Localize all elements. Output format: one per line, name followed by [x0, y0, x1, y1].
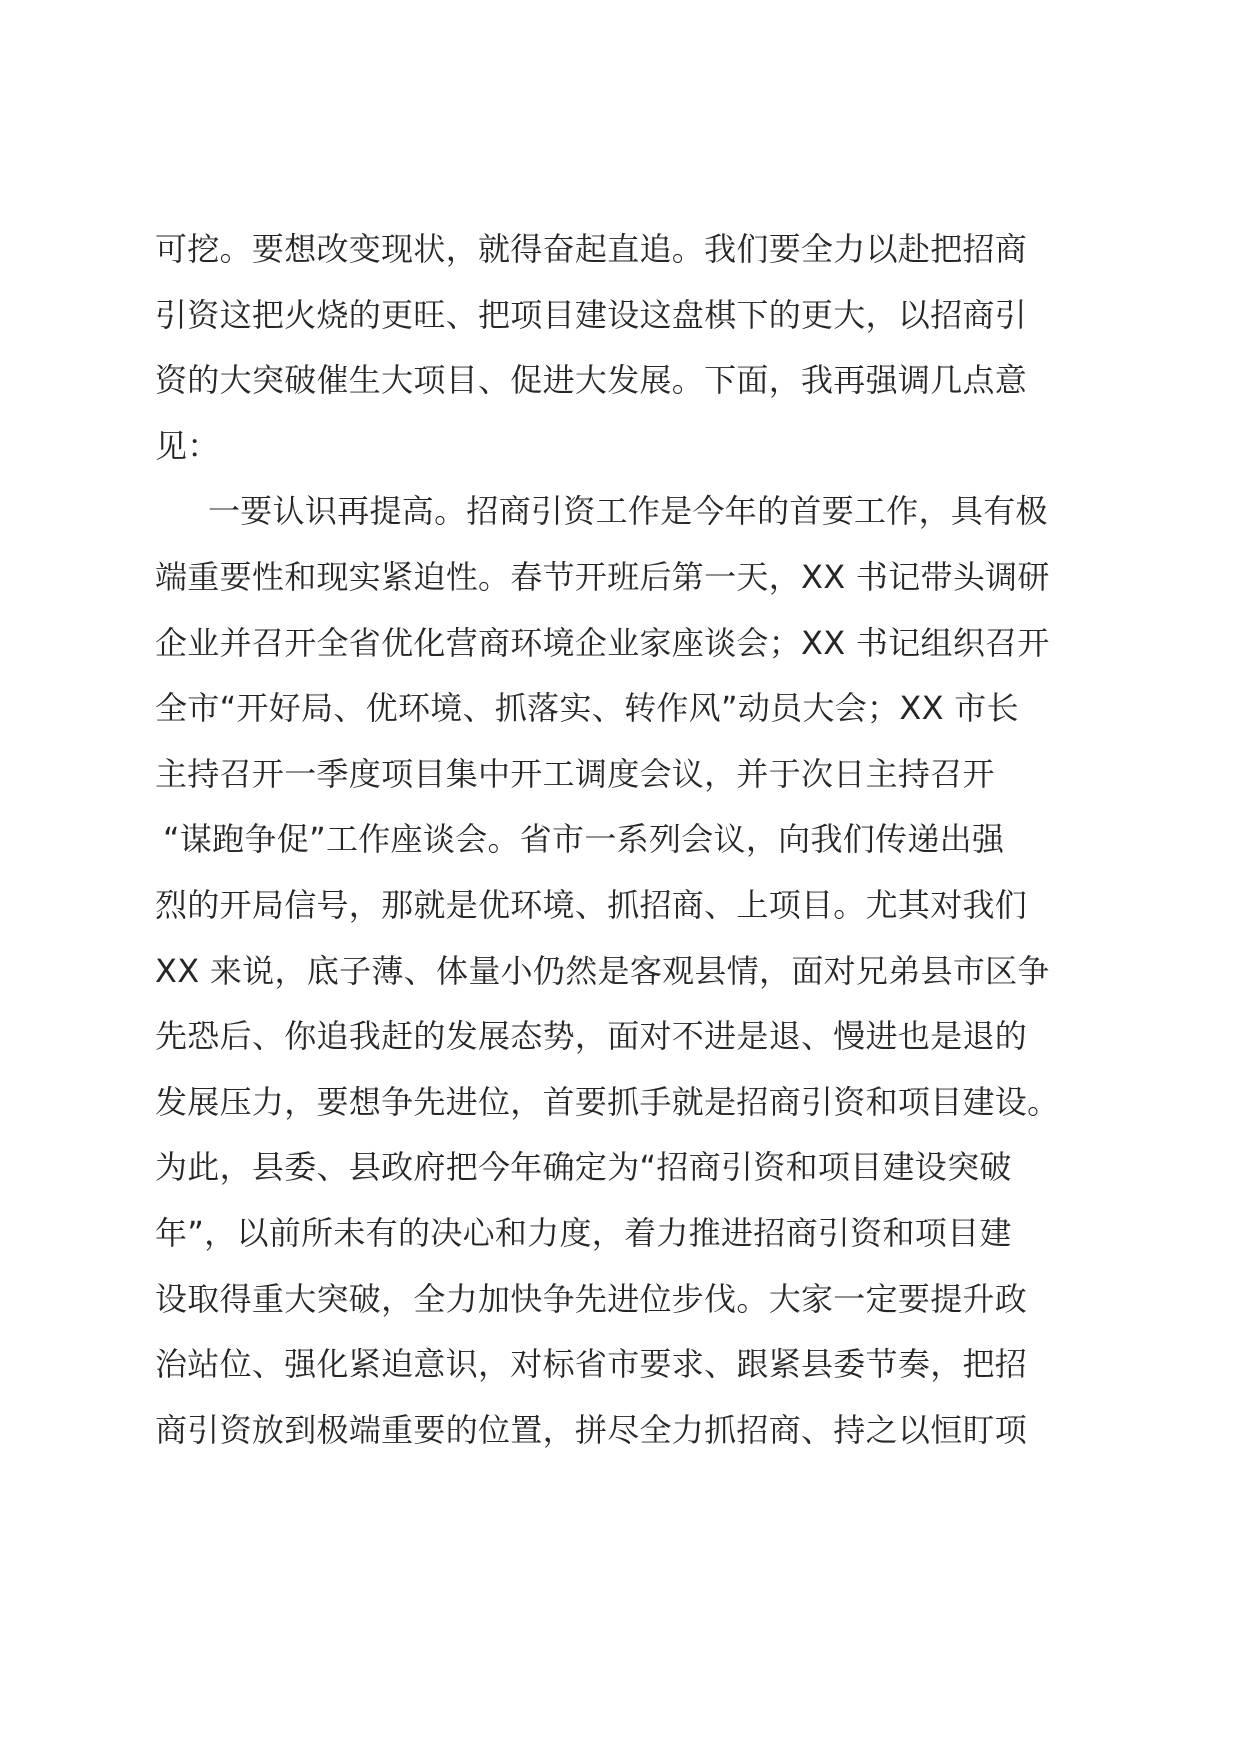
text-line: 资的大突破催生大项目、促进大发展。下面，我再强调几点意	[155, 361, 1028, 400]
text-line: 为此，县委、县政府把今年确定为“招商引资和项目建设突破	[155, 1148, 1012, 1187]
text-line: 年”，以前所未有的决心和力度，着力推进招商引资和项目建	[155, 1213, 1012, 1252]
text-line: “谋跑争促”工作座谈会。省市一系列会议，向我们传递出强	[163, 820, 1005, 859]
text-line: XX 来说，底子薄、体量小仍然是客观县情，面对兄弟县市区争	[155, 951, 1050, 990]
text-line: 治站位、强化紧迫意识，对标省市要求、跟紧县委节奏，把招	[155, 1345, 1028, 1384]
text-line: 端重要性和现实紧迫性。春节开班后第一天，XX 书记带头调研	[155, 557, 1050, 596]
text-line: 全市“开好局、优环境、抓落实、转作风”动员大会；XX 市长	[155, 689, 1019, 728]
text-line: 引资这把火烧的更旺、把项目建设这盘棋下的更大，以招商引	[155, 295, 1028, 334]
paragraph-first-line: 一要认识再提高。招商引资工作是今年的首要工作，具有极	[208, 492, 1048, 531]
text-line: 设取得重大突破，全力加快争先进位步伐。大家一定要提升政	[155, 1279, 1028, 1318]
text-line: 烈的开局信号，那就是优环境、抓招商、上项目。尤其对我们	[155, 885, 1028, 924]
body-text	[155, 217, 1085, 1463]
text-line: 企业并召开全省优化营商环境企业家座谈会；XX 书记组织召开	[155, 623, 1050, 662]
text-line: 先恐后、你追我赶的发展态势，面对不进是退、慢进也是退的	[155, 1017, 1028, 1056]
text-line: 商引资放到极端重要的位置，拼尽全力抓招商、持之以恒盯项	[155, 1410, 1028, 1449]
text-line: 发展压力，要想争先进位，首要抓手就是招商引资和项目建设。	[155, 1082, 1060, 1121]
text-line: 见：	[155, 426, 220, 465]
text-line: 主持召开一季度项目集中开工调度会议，并于次日主持召开	[155, 754, 995, 793]
text-line: 可挖。要想改变现状，就得奋起直追。我们要全力以赴把招商	[155, 230, 1028, 268]
